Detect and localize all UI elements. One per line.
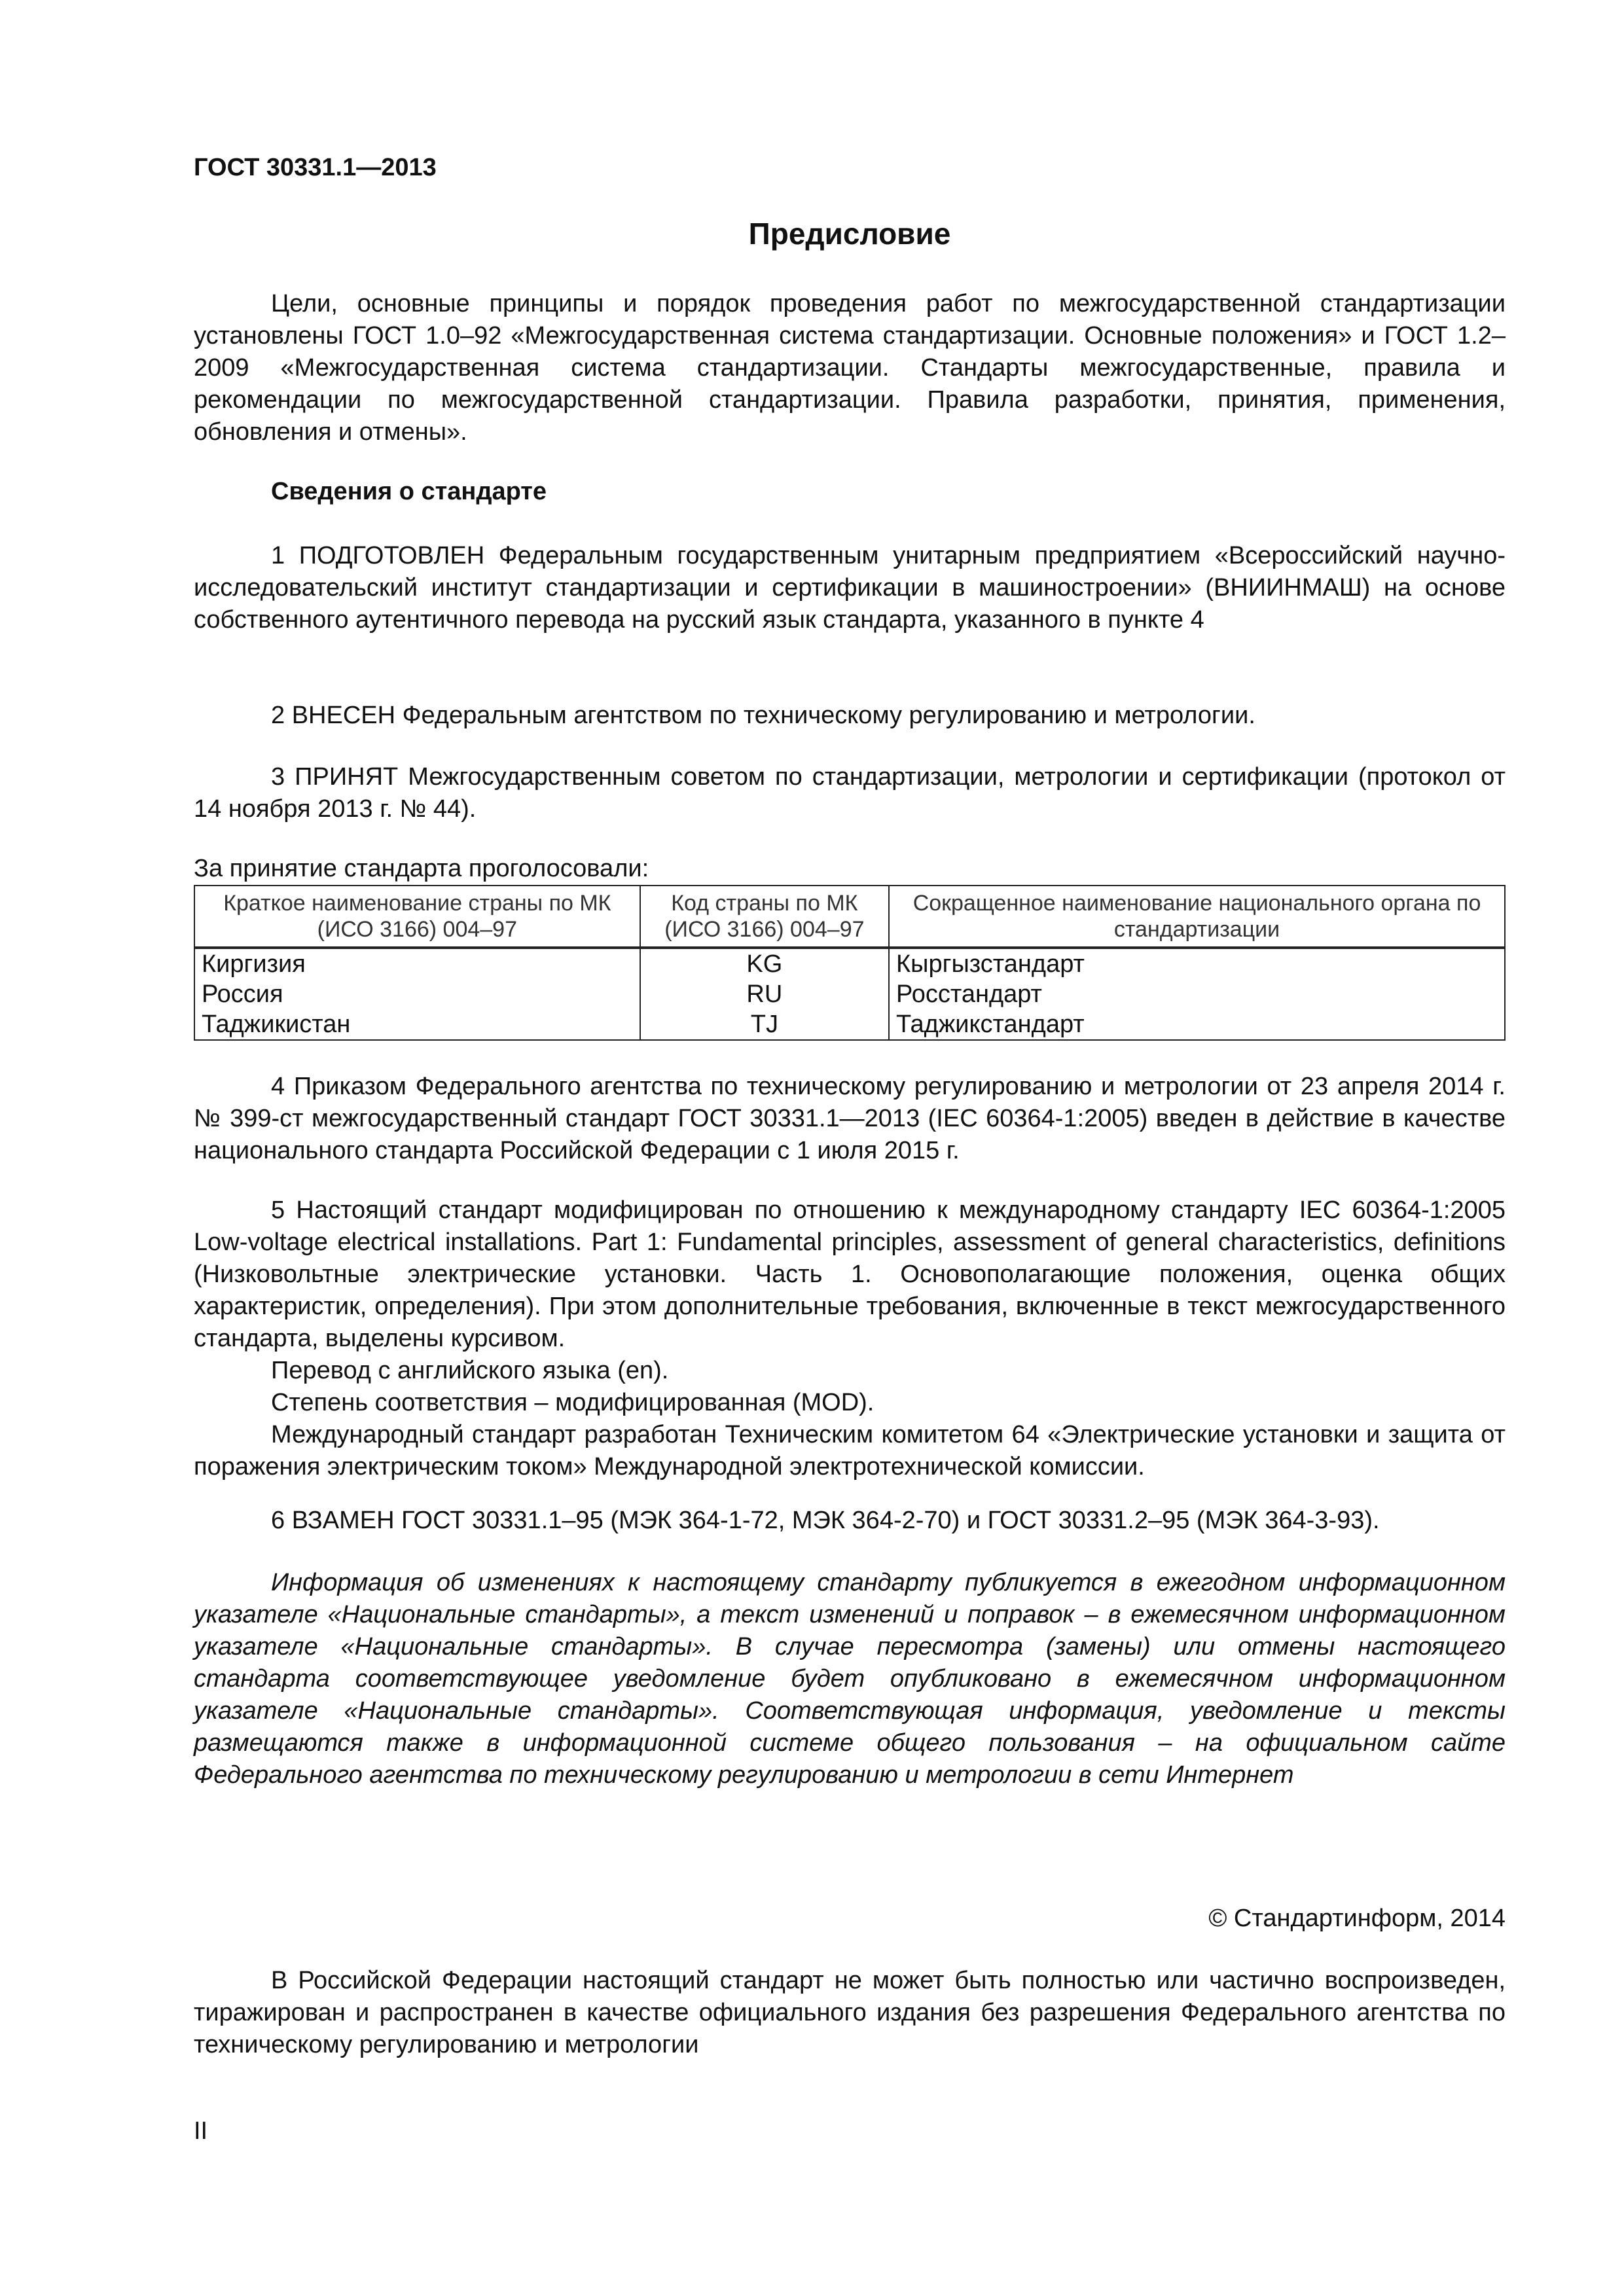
body-cell: Росстандарт <box>889 979 1505 1009</box>
header-country: Краткое наименование страны по МК (ИСО 3166) 004–97 <box>194 886 640 948</box>
page-number: II <box>194 2117 208 2145</box>
header-body: Сокращенное наименование национального органа по стандартизации <box>889 886 1505 948</box>
vote-table-header-row <box>194 886 1505 948</box>
section-title: Сведения о стандарте <box>271 478 547 505</box>
reproduction-block <box>194 1965 1506 2061</box>
item-5-degree: Степень соответствия – модифицированная (MOD). <box>271 1389 875 1416</box>
code-cell: RU <box>640 979 889 1009</box>
country-cell: Киргизия <box>194 948 640 979</box>
info-note-block <box>194 1567 1506 1791</box>
country-cell: Таджикистан <box>194 1009 640 1040</box>
item-1-paragraph: 1 ПОДГОТОВЛЕН Федеральным государственным унитарным предприятием «Всероссийский научно-исследовательский институт стандартизации и сертификации в машиностроении» (ВНИИНМАШ) на основе собственного аутентичного перевода на русский язык стандарта, указанного в пункте 4 <box>194 542 1506 634</box>
code-cell: TJ <box>640 1009 889 1040</box>
vote-caption: За принятие стандарта проголосовали: <box>194 855 649 882</box>
intro-block <box>194 288 1506 448</box>
intro-paragraph: Цели, основные принципы и порядок проведения работ по межгосударственной стандартизации установлены ГОСТ 1.0–92 «Межгосударственная система стандартизации. Основные положения» и ГОСТ 1.2–2009 «Межгосударственная система стандартизации. Стандарты межгосударственные, правила и рекомендации по межгосударственной стандартизации. Правила разработки, принятия, применения, обновления и отмены». <box>194 290 1506 446</box>
code-cell: KG <box>640 948 889 979</box>
item-5-paragraph: 5 Настоящий стандарт модифицирован по отношению к международному стандарту IEC 60364-1:2005 Low-voltage electrical installations. Part 1: Fundamental principles, assessment of general characteristics, definitions (Низковольтные электрические установки. Часть 1. Основополагающие положения, оценка общих характеристик, определения). При этом дополнительные требования, включенные в текст межгосударственного стандарта, выделены курсивом. <box>194 1196 1506 1352</box>
item-5-block <box>194 1194 1506 1483</box>
item-3-paragraph: 3 ПРИНЯТ Межгосударственным советом по стандартизации, метрологии и сертификации (протокол от 14 ноября 2013 г. № 44). <box>194 763 1506 823</box>
item-4-paragraph: 4 Приказом Федерального агентства по техническому регулированию и метрологии от 23 апреля 2014 г. № 399-ст межгосударственный стандарт ГОСТ 30331.1—2013 (IEC 60364-1:2005) введен в действие в качестве национального стандарта Российской Федерации с 1 июля 2015 г. <box>194 1073 1506 1164</box>
item-2-paragraph: 2 ВНЕСЕН Федеральным агентством по техническому регулированию и метрологии. <box>271 702 1255 729</box>
document-header: ГОСТ 30331.1—2013 <box>194 154 437 181</box>
item-6-block <box>194 1505 1506 1537</box>
body-cell: Кыргызстандарт <box>889 948 1505 979</box>
item-1-block <box>194 540 1506 636</box>
item-6-paragraph: 6 ВЗАМЕН ГОСТ 30331.1–95 (МЭК 364-1-72, МЭК 364-2-70) и ГОСТ 30331.2–95 (МЭК 364-3-93). <box>271 1507 1380 1534</box>
item-4-block <box>194 1071 1506 1167</box>
copyright-line: © Стандартинформ, 2014 <box>1208 1905 1506 1932</box>
item-2-block <box>194 700 1506 732</box>
reproduction-notice: В Российской Федерации настоящий стандарт не может быть полностью или частично воспроизведен, тиражирован и распространен в качестве официального издания без разрешения Федерального агентства по техническому регулированию и метрологии <box>194 1967 1506 2058</box>
section-heading-block <box>194 478 1506 506</box>
page-title: Предисловие <box>748 217 951 251</box>
item-5-committee: Международный стандарт разработан Техническим комитетом 64 «Электрические установки и защита от поражения электрическим током» Международной электротехнической комиссии. <box>194 1421 1506 1480</box>
item-3-block <box>194 761 1506 825</box>
vote-table <box>194 885 1506 1041</box>
item-5-translation: Перевод с английского языка (en). <box>271 1357 669 1384</box>
copyright-block <box>194 1905 1506 1933</box>
body-cell: Таджикстандарт <box>889 1009 1505 1040</box>
info-note-paragraph: Информация об изменениях к настоящему стандарту публикуется в ежегодном информационном указателе «Национальные стандарты», а текст изменений и поправок – в ежемесячном информационном указателе «Национальные стандарты». В случае пересмотра (замены) или отмены настоящего стандарта соответствующее уведомление будет опубликовано в ежемесячном информационном указателе «Национальные стандарты». Соответствующая информация, уведомление и тексты размещаются также в информационной системе общего пользования – на официальном сайте Федерального агентства по техническому регулированию и метрологии в сети Интернет <box>194 1569 1506 1789</box>
table-row <box>194 1009 1505 1040</box>
header-code: Код страны по МК (ИСО 3166) 004–97 <box>640 886 889 948</box>
vote-block <box>194 853 1506 1041</box>
table-row <box>194 979 1505 1009</box>
table-row <box>194 948 1505 979</box>
country-cell: Россия <box>194 979 640 1009</box>
